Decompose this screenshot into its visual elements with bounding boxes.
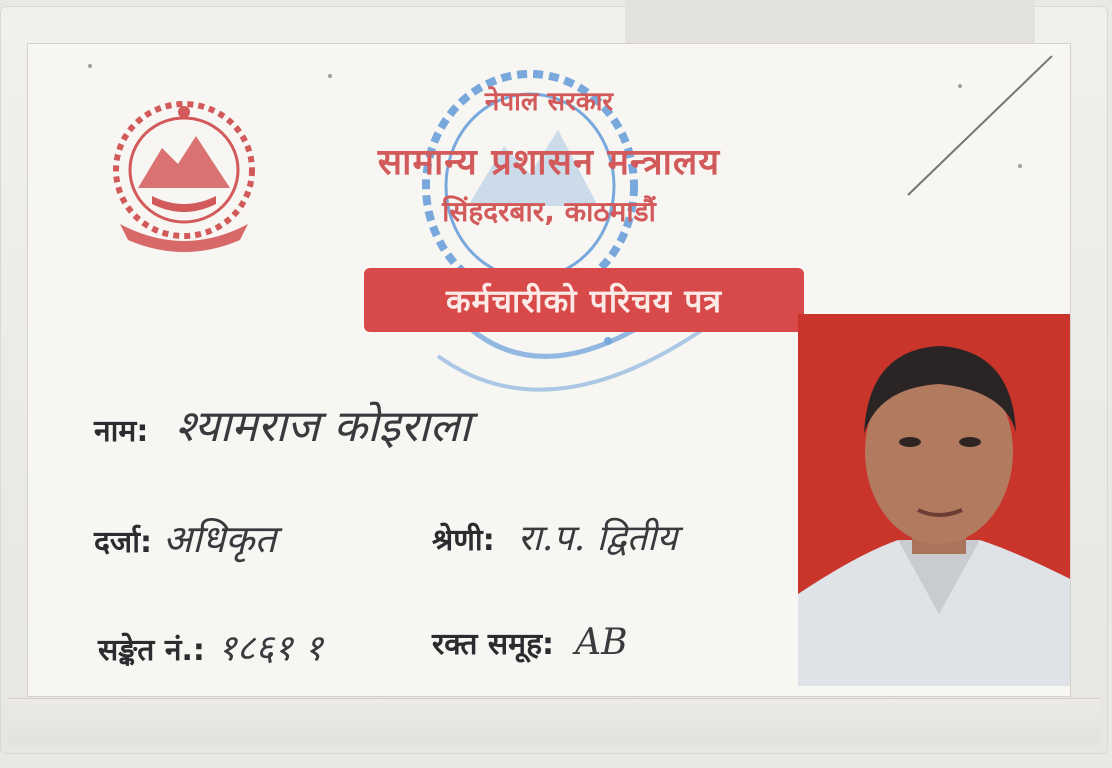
dust-speck (88, 64, 92, 68)
blood-group-field (432, 622, 628, 663)
class-value: रा.प. द्वितीय (517, 518, 678, 559)
dust-speck (328, 74, 332, 78)
code-value: १८६१ १ (217, 628, 323, 669)
code-field (98, 622, 323, 671)
class-field (432, 512, 677, 561)
name-label: नाम: (94, 414, 149, 449)
grade-field (94, 512, 276, 564)
name-field (94, 394, 471, 454)
employee-photo (798, 314, 1070, 686)
code-label: सङ्केत नं.: (98, 633, 205, 668)
name-value: श्यामराज कोइराला (175, 401, 471, 452)
sleeve-tab (625, 0, 1035, 45)
ministry-title: सामान्य प्रशासन मन्त्रालय (377, 142, 721, 183)
grade-label: दर्जा: (94, 525, 152, 560)
sleeve-bottom-edge (8, 698, 1100, 745)
blood-group-value: AB (575, 622, 628, 663)
class-label: श्रेणी: (432, 523, 495, 558)
government-title: नेपाल सरकार (484, 87, 614, 117)
dust-speck (1018, 164, 1022, 168)
grade-value: अधिकृत (163, 517, 277, 561)
employee-id-card (28, 44, 1070, 696)
dust-speck (958, 84, 962, 88)
card-title-banner: कर्मचारीको परिचय पत्र (364, 268, 804, 332)
blood-group-label: रक्त समूह: (432, 627, 555, 662)
ministry-location: सिंहदरबार, काठमाडौं (442, 195, 656, 228)
